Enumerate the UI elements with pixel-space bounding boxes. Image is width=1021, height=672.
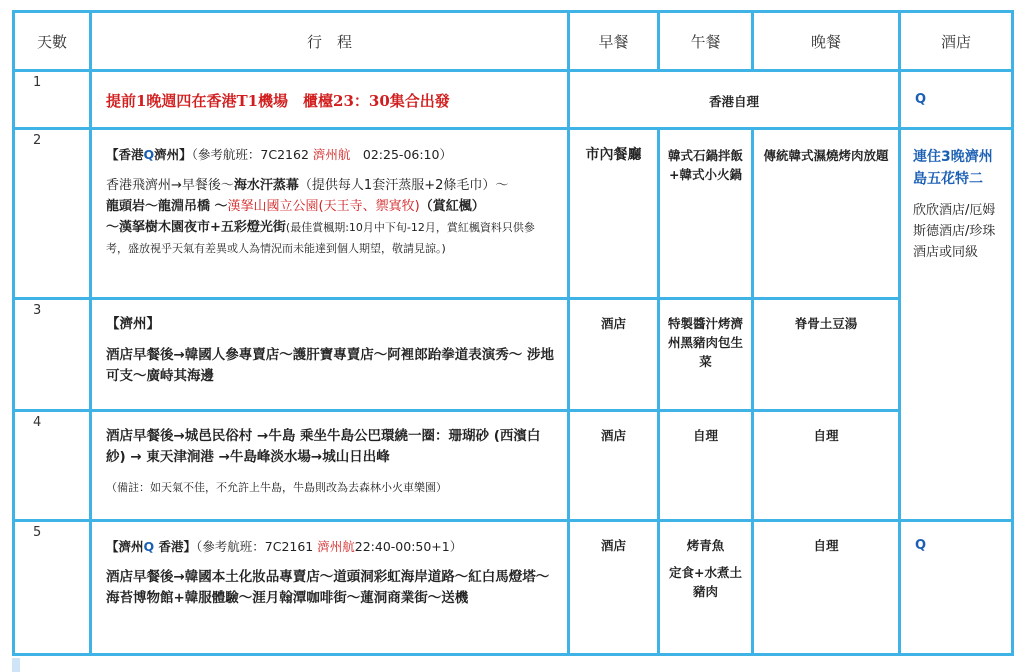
- day1-hotel: Q: [915, 92, 927, 107]
- day5-num: 5: [33, 525, 42, 540]
- day4-breakfast-cell: [569, 411, 659, 521]
- day4-num-cell: [14, 411, 91, 521]
- day2-row: [14, 129, 1013, 299]
- day2-desc1c: （提供每人1套汗蒸服+2條毛巾）～: [298, 178, 509, 193]
- day2-lunch-cell: [659, 129, 753, 299]
- day2-route-q: Q: [143, 147, 155, 162]
- day2-route-line: [106, 144, 555, 165]
- day2-flight-red: 濟州航: [312, 147, 351, 162]
- day3-dinner-cell: [753, 299, 900, 411]
- day2-hotel-list: 欣欣酒店/厄姆斯德酒店/珍珠酒店或同級: [913, 203, 996, 260]
- day2-num-cell: [14, 129, 91, 299]
- header-breakfast: 早餐: [569, 12, 659, 71]
- day2-num: 2: [33, 133, 42, 148]
- day2-desc3: ～漢拏樹木園夜市+五彩燈光街: [106, 220, 286, 235]
- day2-itinerary-cell: [91, 129, 569, 299]
- header-day: 天數: [14, 12, 91, 71]
- day2-desc1: 香港飛濟州→早餐後～: [106, 178, 234, 193]
- day3-desc: 酒店早餐後→韓國人參專賣店～護肝寶專賣店～阿裡郎跆拳道表演秀～ 涉地可支～廣峙其海邊: [106, 347, 555, 384]
- day1-meals-cell: [569, 71, 900, 129]
- day4-note: （備註：如天氣不佳，不允許上牛島，牛島則改為去森林小火車樂園）: [106, 481, 447, 494]
- day2-desc2c: （賞紅楓）: [419, 199, 485, 214]
- day1-meals: 香港自理: [708, 94, 759, 109]
- header-row: [14, 12, 1013, 71]
- day5-route-line: [106, 536, 555, 557]
- day2-flight-label: （參考航班：7C2162: [191, 147, 313, 162]
- day5-lunch-b: 定食+水煮土豬肉: [669, 565, 742, 599]
- header-itinerary: 行 程: [91, 12, 569, 71]
- day5-itinerary-cell: [91, 521, 569, 655]
- day2-lunch: 韓式石鍋拌飯+韓式小火鍋: [667, 148, 743, 182]
- header-lunch: 午餐: [659, 12, 753, 71]
- itinerary-table-wrapper: [12, 10, 1014, 656]
- day5-lunch-a: 烤青魚: [686, 538, 725, 553]
- day4-dinner: 自理: [813, 428, 839, 443]
- day2-desc2: 龍頭岩～龍淵吊橋 ～: [106, 199, 228, 214]
- day3-breakfast-cell: [569, 299, 659, 411]
- day3-lunch-cell: [659, 299, 753, 411]
- day4-lunch: 自理: [692, 428, 718, 443]
- day2-desc1b: 海水汗蒸幕: [233, 178, 299, 193]
- day1-itinerary: 提前1晚週四在香港T1機場 櫃檯23：30集合出發: [106, 92, 450, 110]
- day5-num-cell: [14, 521, 91, 655]
- day3-breakfast: 酒店: [600, 316, 626, 331]
- day1-hotel-cell: [900, 71, 1013, 129]
- day2-breakfast-cell: [569, 129, 659, 299]
- day2-route-a: 【香港: [106, 147, 144, 162]
- day5-flight-label: （參考航班：7C2161: [196, 539, 318, 554]
- day5-dinner-cell: [753, 521, 900, 655]
- day4-desc: 酒店早餐後→城邑民俗村 →牛島 乘坐牛島公巴環繞一圈：珊瑚砂 (西濱白紗) → 東天津涧港 →牛島峰淡水場→城山日出峰: [106, 428, 541, 465]
- day2-flight-time: 02:25-06:10）: [350, 147, 452, 162]
- day2-desc2red: 漢拏山國立公園(天王寺、禦寘牧): [227, 199, 420, 214]
- day5-lunch-cell: [659, 521, 753, 655]
- day2-breakfast: 市內餐廳: [585, 147, 642, 163]
- itinerary-table: [12, 10, 1014, 656]
- day2-dinner: 傳統韓式濕燒烤肉放題: [763, 148, 889, 163]
- day5-flight-time: 22:40-00:50+1）: [354, 539, 463, 554]
- day5-route-q: Q: [143, 539, 155, 554]
- day3-num-cell: [14, 299, 91, 411]
- day2-dinner-cell: [753, 129, 900, 299]
- day2-route-b: 濟州】: [154, 147, 192, 162]
- day4-itinerary-cell: [91, 411, 569, 521]
- day1-num-cell: [14, 71, 91, 129]
- day4-num: 4: [33, 415, 42, 430]
- header-dinner: 晚餐: [753, 12, 900, 71]
- day5-hotel-cell: [900, 521, 1013, 655]
- day2-desc3small: (最佳賞楓期:10月中下旬-12月，賞紅楓資料只供參考，盛放視乎天氣有差異或人為情況而未能達到個人期望，敬請見諒。): [106, 221, 535, 255]
- day3-row: [14, 299, 1013, 411]
- day3-num: 3: [33, 303, 42, 318]
- day5-flight-red: 濟州航: [317, 539, 355, 554]
- day3-dinner: 脊骨土豆湯: [794, 316, 858, 331]
- day3-lunch: 特製醬汁烤濟州黑豬肉包生菜: [667, 316, 743, 369]
- day2-hotel-title: 連住3晚濟州島五花特二: [913, 149, 993, 187]
- day3-title: 【濟州】: [106, 316, 160, 332]
- day5-breakfast: 酒店: [600, 538, 626, 553]
- day5-dinner: 自理: [813, 538, 839, 553]
- day5-route-a: 【濟州: [106, 539, 144, 554]
- day5-row: [14, 521, 1013, 655]
- day4-row: [14, 411, 1013, 521]
- day4-dinner-cell: [753, 411, 900, 521]
- header-hotel: 酒店: [900, 12, 1013, 71]
- day4-breakfast: 酒店: [600, 428, 626, 443]
- day1-num: 1: [33, 75, 42, 90]
- day5-route-b: 香港】: [154, 539, 197, 554]
- day1-itinerary-cell: [91, 71, 569, 129]
- day2-desc: [106, 175, 555, 259]
- day1-row: [14, 71, 1013, 129]
- day3-itinerary-cell: [91, 299, 569, 411]
- bottom-edge-marker: [12, 658, 20, 672]
- day5-hotel: Q: [915, 538, 927, 553]
- day5-desc: 酒店早餐後→韓國本土化妝品專賣店～道頭洞彩虹海岸道路～紅白馬燈塔～海苔博物館+韓服體驗～涯月翰潭咖啡街～蓮洞商業街～送機: [106, 569, 550, 606]
- day4-lunch-cell: [659, 411, 753, 521]
- day5-breakfast-cell: [569, 521, 659, 655]
- day2-4-hotel-cell: [900, 129, 1013, 521]
